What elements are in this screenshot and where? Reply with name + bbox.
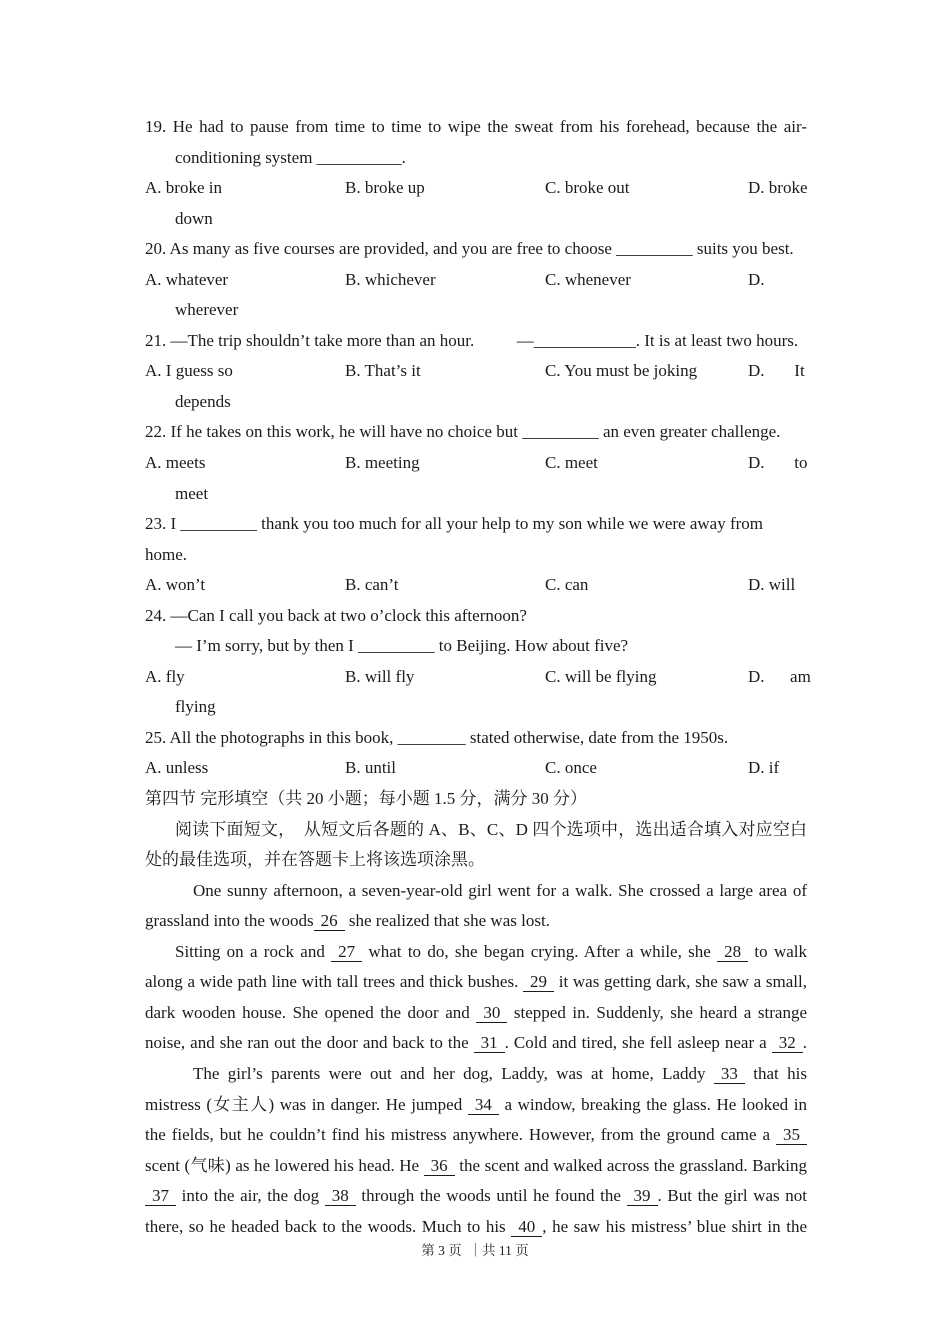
cloze-blank-34: 34 — [468, 1095, 499, 1115]
q22-option-b: B. meeting — [345, 453, 420, 473]
q21-option-b: B. That’s it — [345, 361, 421, 381]
q19-option-c: C. broke out — [545, 178, 630, 198]
q24-options-row — [145, 662, 811, 693]
q23-option-d: D. will — [748, 575, 796, 595]
q24-stem-line-1: 24. —Can I call you back at two o’clock this afternoon? — [145, 605, 527, 625]
cloze-blank-32: 32 — [772, 1033, 803, 1053]
q21-option-d: D. It — [748, 361, 805, 381]
q21-options-row — [145, 356, 807, 387]
cloze-paragraph-2-line-4: noise, and she ran out the door and back to the 31 . Cold and tired, she fell asleep near a 32 . — [145, 1033, 807, 1053]
q20-stem: 20. As many as five courses are provided, and you are free to choose _________ suits you best. — [145, 239, 794, 259]
q22-option-d: D. to — [748, 453, 808, 473]
cloze-paragraph-3-line-1: The girl’s parents were out and her dog, Laddy, was at home, Laddy 33 that his — [193, 1063, 807, 1083]
cloze-section-header: 第四节 完形填空（共 20 小题；每小题 1.5 分，满分 30 分） — [145, 789, 587, 809]
q24-option-b: B. will fly — [345, 666, 415, 686]
q19-option-b: B. broke up — [345, 178, 425, 198]
q19-options-row — [145, 173, 807, 204]
q20-option-c: C. whenever — [545, 269, 631, 289]
cloze-paragraph-3-line-4: scent (气味) as he lowered his head. He 36 the scent and walked across the grassland. Barking — [145, 1155, 807, 1175]
q20-option-b: B. whichever — [345, 269, 436, 289]
q19-stem-line-1: 19. He had to pause from time to time to wipe the sweat from his forehead, because the air- — [145, 117, 807, 136]
q22-stem: 22. If he takes on this work, he will have no choice but _________ an even greater challenge. — [145, 422, 781, 442]
q23-stem: 23. I _________ thank you too much for all your help to my son while we were away from home. — [145, 514, 768, 564]
cloze-paragraph-1-line-2: grassland into the woods 26 she realized that she was lost. — [145, 911, 550, 931]
q23-options-row — [145, 570, 807, 601]
cloze-instructions-line-1: 阅读下面短文， 从短文后各题的 A、B、C、D 四个选项中，选出适合填入对应空白 — [175, 819, 807, 839]
cloze-blank-26: 26 — [314, 911, 345, 931]
cloze-blank-39: 39 — [627, 1186, 658, 1206]
q21-stem: 21. —The trip shouldn’t take more than an hour. —____________. It is at least two hours. — [145, 330, 799, 350]
q23-option-b: B. can’t — [345, 575, 399, 595]
q19-option-d: D. broke — [748, 178, 808, 198]
q24-stem-line-2: — I’m sorry, but by then I _________ to Beijing. How about five? — [175, 636, 629, 656]
q19-option-d-continuation: down — [175, 208, 213, 228]
cloze-blank-35: 35 — [776, 1125, 807, 1145]
q22-options-row — [145, 448, 807, 479]
page-body — [145, 112, 811, 1242]
q24-option-c: C. will be flying — [545, 666, 657, 686]
q25-options-row — [145, 753, 807, 784]
q22-option-c: C. meet — [545, 453, 598, 473]
q20-options-row — [145, 265, 807, 296]
cloze-paragraph-3-line-3: the fields, but he couldn’t find his mistress anywhere. However, from the ground came a 35 — [145, 1120, 807, 1151]
cloze-blank-33: 33 — [714, 1064, 745, 1084]
cloze-paragraph-3-line-2: mistress (女主人) was in danger. He jumped 34 a window, breaking the glass. He looked in — [145, 1094, 807, 1114]
q25-option-d: D. if — [748, 758, 780, 778]
cloze-paragraph-2-line-2: along a wide path line with tall trees and thick bushes. 29 it was getting dark, she saw a small, — [145, 972, 807, 992]
q25-stem: 25. All the photographs in this book, ________ stated otherwise, date from the 1950s. — [145, 727, 729, 747]
cloze-blank-38: 38 — [325, 1186, 356, 1206]
q24-option-d: D. am — [748, 666, 811, 686]
q19-option-a: A. broke in — [145, 178, 222, 198]
q23-option-c: C. can — [545, 575, 589, 595]
cloze-blank-29: 29 — [523, 972, 554, 992]
cloze-blank-27: 27 — [331, 942, 362, 962]
q24-option-d-continuation: flying — [175, 697, 216, 717]
q25-option-c: C. once — [545, 758, 597, 778]
q22-option-a: A. meets — [145, 453, 206, 473]
q23-option-a: A. won’t — [145, 575, 206, 595]
cloze-blank-30: 30 — [476, 1003, 507, 1023]
cloze-paragraph-3-line-5: 37 into the air, the dog 38 through the woods until he found the 39 . But the girl was not — [145, 1181, 807, 1212]
q25-option-b: B. until — [345, 758, 397, 778]
cloze-blank-40: 40 — [511, 1217, 542, 1237]
cloze-instructions-line-2: 处的最佳选项，并在答题卡上将该选项涂黑。 — [145, 850, 485, 870]
page-footer: 第 3 页 ｜共 11 页 — [421, 1243, 529, 1258]
q21-option-c: C. You must be joking — [545, 361, 698, 381]
cloze-paragraph-2-line-3: dark wooden house. She opened the door and 30 stepped in. Suddenly, she heard a strange — [145, 1002, 807, 1022]
q20-option-d: D. — [748, 269, 765, 289]
cloze-blank-37: 37 — [145, 1186, 176, 1206]
cloze-blank-36: 36 — [424, 1156, 455, 1176]
q25-option-a: A. unless — [145, 758, 209, 778]
cloze-paragraph-1-line-1: One sunny afternoon, a seven-year-old girl went for a walk. She crossed a large area of — [193, 880, 807, 900]
cloze-blank-31: 31 — [474, 1033, 505, 1053]
cloze-paragraph-2-line-1: Sitting on a rock and 27 what to do, she began crying. After a while, she 28 to walk — [175, 941, 807, 961]
cloze-paragraph-3-line-6: there, so he headed back to the woods. Much to his 40 , he saw his mistress’ blue shirt in the — [145, 1216, 807, 1236]
q19-stem-line-2: conditioning system __________. — [175, 147, 406, 167]
q21-option-d-continuation: depends — [175, 391, 231, 411]
q24-option-a: A. fly — [145, 666, 185, 686]
q20-option-d-continuation: wherever — [175, 300, 239, 320]
cloze-blank-28: 28 — [717, 942, 748, 962]
q21-option-a: A. I guess so — [145, 361, 233, 381]
q22-option-d-continuation: meet — [175, 483, 209, 503]
q20-option-a: A. whatever — [145, 269, 229, 289]
